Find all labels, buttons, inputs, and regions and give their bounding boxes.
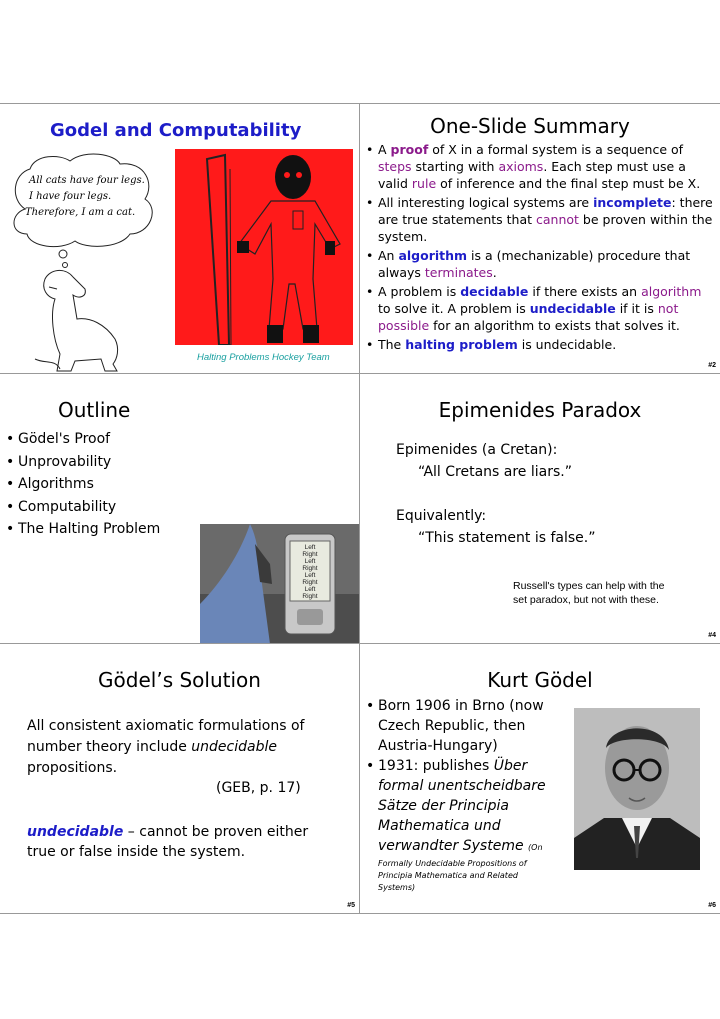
slide-number: #2 [708, 362, 716, 369]
epimenides-line: Epimenides (a Cretan): [396, 442, 558, 458]
slide-number: #5 [347, 902, 355, 909]
slide-2 [360, 104, 720, 373]
slide-number: #6 [708, 902, 716, 909]
phone-text: Left [304, 586, 316, 593]
slide-title: Outline [58, 398, 131, 422]
godel-bio [366, 696, 578, 894]
godel-portrait [574, 708, 700, 870]
slide-1 [0, 104, 359, 373]
phone-text: Right [302, 579, 318, 586]
bullet-decidable: • A problem is decidable if there exists an algorithm to solve it. A problem is undecidable if it is not possible for an algorithm to exists that solves it. [366, 283, 714, 334]
cat-cartoon [5, 149, 175, 373]
solution-line-2: number theory include undecidable [27, 739, 277, 755]
phone-text: Left [304, 544, 316, 551]
outline-item: • Algorithms [6, 473, 160, 496]
solution-line-3: propositions. [27, 760, 118, 776]
bullet-proof: • A proof of X in a formal system is a sequence of steps starting with axioms. Each step must use a valid rule of inference and the final step must be X. [366, 141, 714, 192]
equivalently-line: Equivalently: [396, 508, 487, 524]
image-caption: Halting Problems Hockey Team [197, 352, 330, 363]
outline-item: • Computability [6, 496, 160, 519]
cartoon-line-3: Therefore, I am a cat. [25, 207, 136, 218]
summary-list [366, 141, 714, 353]
slide-title: Epimenides Paradox [438, 398, 642, 422]
grid-bottom [0, 913, 720, 914]
outline-list [6, 428, 160, 541]
outline-item: • Gödel's Proof [6, 428, 160, 451]
cartoon-line-1: All cats have four legs. [29, 175, 145, 186]
cartoon-line-2: I have four legs. [29, 191, 112, 202]
slide-5 [0, 644, 359, 913]
russell-note-2: set paradox, but not with these. [513, 594, 659, 606]
definition-line-1: undecidable – cannot be proven either [27, 824, 309, 840]
bullet-halting: • The halting problem is undecidable. [366, 336, 714, 353]
phone-text: Right [302, 593, 318, 600]
slide-6 [360, 644, 720, 913]
hockey-player-image [175, 149, 353, 345]
phone-text: Left [304, 558, 316, 565]
slide-number: #4 [708, 632, 716, 639]
bio-bullet-2: • 1931: publishes Über formal unentscheidbare Sätze der Principia Mathematica und verwandter Systeme (On Formally Undecidable Propositions of Principia Mathematica and Related Systems) [366, 758, 546, 892]
bullet-incomplete: • All interesting logical systems are incomplete: there are true statements that cannot be proven within the system. [366, 194, 714, 245]
definition-line-2: true or false inside the system. [27, 844, 246, 860]
liar-quote: “This statement is false.” [418, 530, 596, 546]
slide-title: Godel and Computability [50, 120, 302, 141]
phone-photo [200, 524, 359, 643]
slide-3 [0, 374, 359, 643]
slide-4 [360, 374, 720, 643]
slide-title: Kurt Gödel [487, 668, 593, 692]
bio-bullet-1: • Born 1906 in Brno (now Czech Republic, then Austria-Hungary) [366, 698, 544, 754]
epimenides-quote: “All Cretans are liars.” [418, 464, 572, 480]
outline-item: • Unprovability [6, 451, 160, 474]
outline-item: • The Halting Problem [6, 518, 160, 541]
phone-text: Right [302, 551, 318, 558]
bullet-algorithm: • An algorithm is a (mechanizable) procedure that always terminates. [366, 247, 714, 281]
solution-line-1: All consistent axiomatic formulations of [27, 718, 305, 734]
slide-title: One-Slide Summary [430, 114, 630, 138]
phone-text: Right [302, 565, 318, 572]
geb-reference: (GEB, p. 17) [216, 780, 301, 796]
slide-title: Gödel’s Solution [98, 668, 261, 692]
phone-text: Left [304, 572, 316, 579]
russell-note-1: Russell's types can help with the [513, 580, 665, 592]
